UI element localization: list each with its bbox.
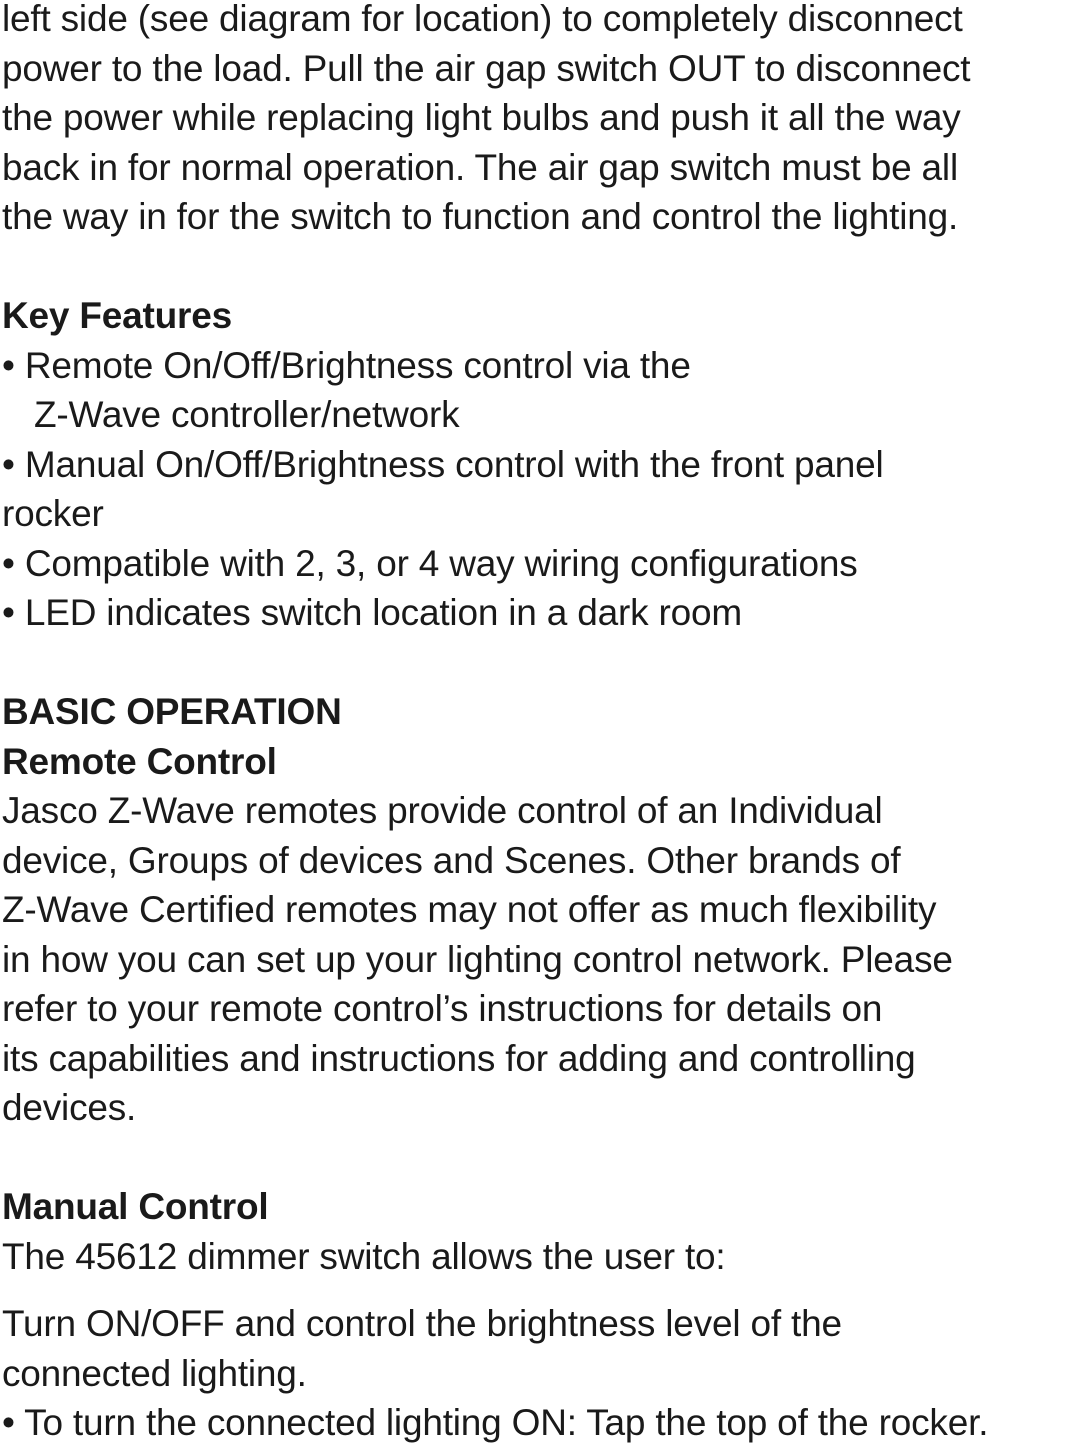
feature-item-continuation: rocker <box>2 493 104 534</box>
manual-control-line: connected lighting. <box>2 1352 307 1394</box>
remote-control-line: devices. <box>2 1087 137 1128</box>
feature-item-continuation: Z-Wave controller/network <box>34 394 460 435</box>
intro-line: left side (see diagram for location) to completely disconnect <box>2 0 963 39</box>
intro-line: power to the load. Pull the air gap switch OUT to disconnect <box>2 47 971 89</box>
intro-line: back in for normal operation. The air gap switch must be all <box>2 146 958 188</box>
feature-item: • LED indicates switch location in a dark room <box>2 592 742 633</box>
key-features-heading: Key Features <box>2 295 232 336</box>
basic-operation-section <box>2 687 1077 1448</box>
feature-item: • Compatible with 2, 3, or 4 way wiring configurations <box>2 542 858 584</box>
intro-line: the power while replacing light bulbs and push it all the way <box>2 97 961 138</box>
document-page <box>2 0 1077 1448</box>
remote-control-line: Jasco Z-Wave remotes provide control of an Individual <box>2 790 883 831</box>
remote-control-line: its capabilities and instructions for adding and controlling <box>2 1037 916 1079</box>
manual-control-heading: Manual Control <box>2 1186 269 1227</box>
basic-operation-heading: BASIC OPERATION <box>2 691 342 732</box>
remote-control-line: Z-Wave Certified remotes may not offer as much flexibility <box>2 889 937 930</box>
remote-control-line: refer to your remote control’s instructions for details on <box>2 988 883 1029</box>
spacer <box>2 1281 1077 1299</box>
spacer <box>2 242 1077 292</box>
remote-control-heading: Remote Control <box>2 740 277 782</box>
remote-control-line: device, Groups of devices and Scenes. Other brands of <box>2 839 901 881</box>
spacer <box>2 638 1077 688</box>
key-features-section <box>2 291 1077 638</box>
intro-line: the way in for the switch to function and control the lighting. <box>2 196 959 237</box>
manual-control-line: Turn ON/OFF and control the brightness level of the <box>2 1303 842 1344</box>
spacer <box>2 1133 1077 1183</box>
feature-item: • Manual On/Off/Brightness control with the front panel <box>2 443 884 485</box>
remote-control-line: in how you can set up your lighting control network. Please <box>2 938 953 980</box>
feature-item: • Remote On/Off/Brightness control via the <box>2 344 691 386</box>
manual-control-intro: The 45612 dimmer switch allows the user to: <box>2 1235 726 1277</box>
intro-paragraph <box>2 0 1077 242</box>
manual-control-bullet: • To turn the connected lighting ON: Tap the top of the rocker. <box>2 1402 989 1443</box>
